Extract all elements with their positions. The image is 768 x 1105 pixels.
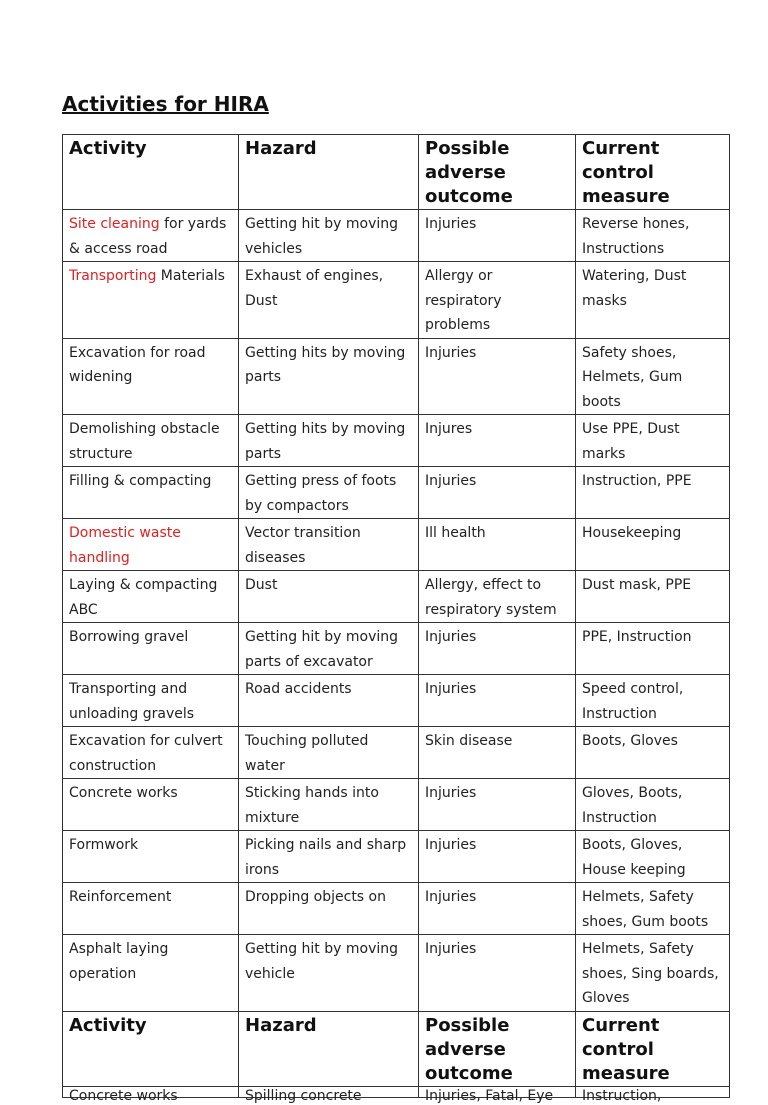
cell-outcome: Injuries <box>419 675 576 727</box>
cell-outcome: Injuries <box>419 831 576 883</box>
table-row <box>63 415 730 467</box>
activity-text: Excavation for culvert construction <box>69 733 223 774</box>
document-title: Activities for HIRA <box>62 92 269 116</box>
cell-outcome: Allergy or respiratory problems <box>419 262 576 339</box>
cell-activity <box>63 727 239 779</box>
cell-outcome: Injuries <box>419 623 576 675</box>
table-row <box>63 623 730 675</box>
table-row <box>63 210 730 262</box>
cell-outcome-text: Injuries, Fatal, Eye <box>425 1087 554 1104</box>
cell-hazard: Touching polluted water <box>239 727 419 779</box>
cell-hazard: Getting hit by moving parts of excavator <box>239 623 419 675</box>
cell-control: Dust mask, PPE <box>576 571 730 623</box>
hira-table-body <box>63 135 730 1104</box>
cell-hazard: Sticking hands into mixture <box>239 779 419 831</box>
cell-outcome: Injuries <box>419 467 576 519</box>
activity-text: Demolishing obstacle structure <box>69 421 220 462</box>
cell-hazard: Exhaust of engines, Dust <box>239 262 419 339</box>
table-header-row <box>63 135 730 210</box>
cell-hazard: Getting hit by moving vehicle <box>239 935 419 1012</box>
cell-control: Boots, Gloves <box>576 727 730 779</box>
cell-activity <box>63 467 239 519</box>
table-row <box>63 571 730 623</box>
table-row <box>63 519 730 571</box>
header-outcome: Possible adverse outcome <box>419 135 576 210</box>
cell-hazard: Getting press of foots by compactors <box>239 467 419 519</box>
cell-outcome: Injuries <box>419 883 576 935</box>
cell-activity <box>63 1086 239 1104</box>
cell-control: Reverse hones, Instructions <box>576 210 730 262</box>
cell-activity <box>63 210 239 262</box>
cell-outcome <box>419 1086 576 1104</box>
cell-outcome: Injures <box>419 415 576 467</box>
cell-activity <box>63 831 239 883</box>
cell-control: Housekeeping <box>576 519 730 571</box>
header-control: Current control measure <box>576 135 730 210</box>
cell-outcome: Allergy, effect to respiratory system <box>419 571 576 623</box>
cell-hazard: Dropping objects on <box>239 883 419 935</box>
cell-control: Helmets, Safety shoes, Gum boots <box>576 883 730 935</box>
cell-activity-text: Concrete works <box>69 1087 178 1104</box>
table-row <box>63 467 730 519</box>
hira-table <box>62 134 730 1104</box>
header-hazard: Hazard <box>239 1011 419 1086</box>
cell-activity <box>63 338 239 415</box>
cell-hazard: Getting hits by moving parts <box>239 338 419 415</box>
activity-highlight: Transporting <box>69 268 157 284</box>
table-row <box>63 727 730 779</box>
activity-highlight: Site cleaning <box>69 216 160 232</box>
cell-control: Gloves, Boots, Instruction <box>576 779 730 831</box>
table-row <box>63 338 730 415</box>
table-row <box>63 935 730 1012</box>
activity-text: Borrowing gravel <box>69 629 189 645</box>
cell-control: PPE, Instruction <box>576 623 730 675</box>
activity-text: Formwork <box>69 837 139 853</box>
table-row <box>63 779 730 831</box>
header-hazard: Hazard <box>239 135 419 210</box>
cell-control: Helmets, Safety shoes, Sing boards, Gloves <box>576 935 730 1012</box>
cell-control: Use PPE, Dust marks <box>576 415 730 467</box>
table-row <box>63 675 730 727</box>
cell-activity <box>63 935 239 1012</box>
table-header-row-repeat <box>63 1011 730 1086</box>
cell-outcome: Injuries <box>419 935 576 1012</box>
activity-text: Materials <box>156 268 225 284</box>
cell-activity <box>63 779 239 831</box>
cell-control: Boots, Gloves, House keeping <box>576 831 730 883</box>
table-row <box>63 262 730 339</box>
cell-activity <box>63 883 239 935</box>
cell-hazard: Vector transition diseases <box>239 519 419 571</box>
cell-activity <box>63 623 239 675</box>
activity-text: Reinforcement <box>69 889 172 905</box>
cell-outcome: Injuries <box>419 210 576 262</box>
header-control: Current control measure <box>576 1011 730 1086</box>
cell-control: Instruction, PPE <box>576 467 730 519</box>
table-row <box>63 883 730 935</box>
cell-hazard: Getting hits by moving parts <box>239 415 419 467</box>
cell-control <box>576 1086 730 1104</box>
activity-highlight: Domestic waste handling <box>69 525 181 566</box>
activity-text: for yards & access road <box>69 216 227 257</box>
cell-outcome: Injuries <box>419 779 576 831</box>
cell-activity <box>63 675 239 727</box>
activity-text: Excavation for road widening <box>69 344 206 385</box>
cell-activity <box>63 415 239 467</box>
cell-hazard: Picking nails and sharp irons <box>239 831 419 883</box>
cell-outcome: Ill health <box>419 519 576 571</box>
header-activity: Activity <box>63 135 239 210</box>
activity-text: Asphalt laying operation <box>69 941 169 982</box>
cell-control: Speed control, Instruction <box>576 675 730 727</box>
cell-hazard: Dust <box>239 571 419 623</box>
activity-text: Concrete works <box>69 785 178 801</box>
table-row-partial <box>63 1086 730 1097</box>
cell-control: Watering, Dust masks <box>576 262 730 339</box>
activity-text: Transporting and unloading gravels <box>69 681 195 722</box>
header-outcome: Possible adverse outcome <box>419 1011 576 1086</box>
cell-outcome: Skin disease <box>419 727 576 779</box>
cell-hazard-text: Spilling concrete <box>245 1087 362 1104</box>
activity-text: Filling & compacting <box>69 473 212 489</box>
cell-outcome: Injuries <box>419 338 576 415</box>
cell-control: Safety shoes, Helmets, Gum boots <box>576 338 730 415</box>
cell-hazard: Road accidents <box>239 675 419 727</box>
cell-hazard <box>239 1086 419 1104</box>
cell-activity <box>63 519 239 571</box>
activity-text: Laying & compacting ABC <box>69 577 218 618</box>
cell-control-text: Instruction, <box>582 1087 662 1104</box>
cell-hazard: Getting hit by moving vehicles <box>239 210 419 262</box>
cell-activity <box>63 571 239 623</box>
table-row <box>63 831 730 883</box>
header-activity: Activity <box>63 1011 239 1086</box>
cell-activity <box>63 262 239 339</box>
